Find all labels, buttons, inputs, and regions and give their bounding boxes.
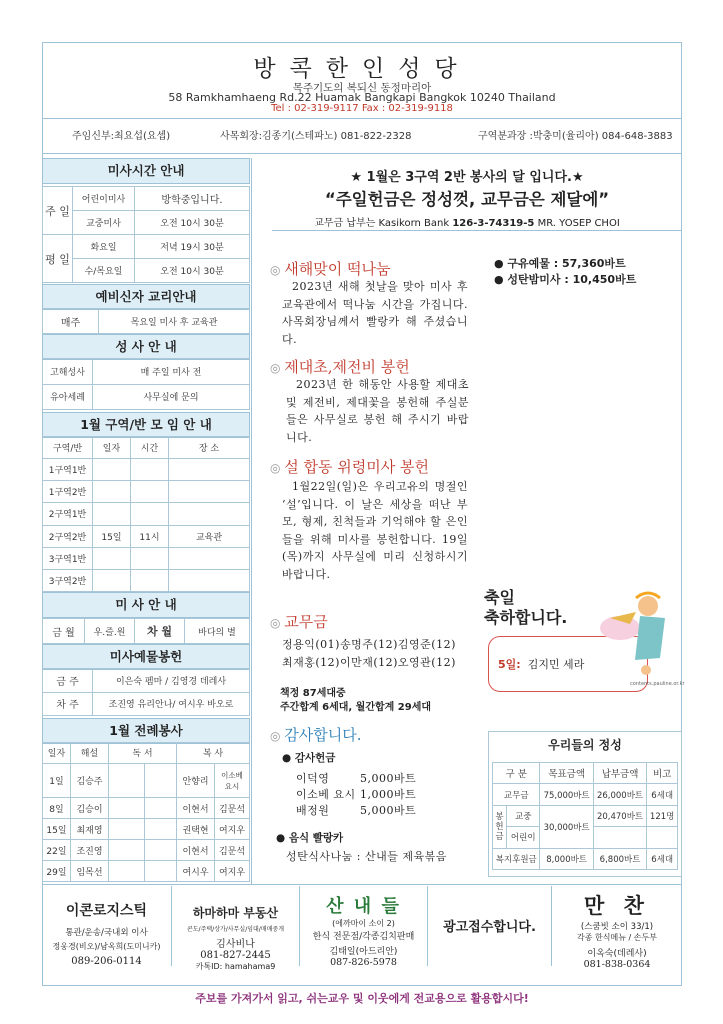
section-candles xyxy=(270,356,410,377)
ad-extra: 카톡ID: hamahama9 xyxy=(195,962,276,971)
meeting-header: 일자 xyxy=(93,437,131,459)
donor-amount: 5,000바트 xyxy=(360,772,417,785)
thanks-row xyxy=(296,770,416,788)
liturgy-header: 복 사 xyxy=(177,743,250,764)
offering-header: 납부금액 xyxy=(593,763,646,784)
food-text: 성탄식사나눔 : 산내들 제육볶음 xyxy=(286,850,447,863)
liturgy-header: 일자 xyxy=(43,743,71,764)
birthday-title-2: 축하합니다. xyxy=(484,608,568,627)
birthday-title-1: 축일 xyxy=(484,588,515,607)
section-thanks xyxy=(270,724,362,745)
dues-stat: 주간합계 6세대, 월간합계 29세대 xyxy=(280,702,432,713)
liturgy-server: 여시우 xyxy=(177,861,215,882)
ad-person: 한식 전문점/각종김치판매 xyxy=(312,932,415,942)
offering-header: 비고 xyxy=(647,763,678,784)
bank-prefix: 교무금 납부는 Kasikorn Bank xyxy=(314,218,450,229)
bullet-icon: ◎ xyxy=(270,361,285,375)
offering-target: 8,000바트 xyxy=(540,848,593,869)
section-text: 1월22일(일)은 우리고유의 명절인 ‘설’입니다. 이 날은 세상을 떠난 부모, 형제, 친척들과 기억해야 할 은인들을 위해 미사를 봉헌합니다. 19일(목)까지 사무실에 미리 신청하시기 바랍니다. xyxy=(282,480,468,581)
dues-line: 정용익(01)송명주(12)김영준(12) xyxy=(282,638,456,651)
next-month-label: 차 월 xyxy=(135,619,185,644)
offering-note: 121명 xyxy=(647,805,678,826)
birthday-name: 김지민 세라 xyxy=(527,658,585,671)
offering-row-label: 복지후원금 xyxy=(493,848,540,869)
liturgy-commentary: 김승이 xyxy=(71,798,109,819)
catechumen-title: 예비신자 교리안내 xyxy=(42,284,250,310)
section-title: 설 합동 위령미사 봉헌 xyxy=(284,458,430,476)
table-row xyxy=(43,525,250,547)
ad-name: 광고접수합니다. xyxy=(443,920,536,935)
table-row xyxy=(43,459,250,481)
offering-target: 75,000바트 xyxy=(540,784,593,805)
headline: “주일헌금은 정성껏, 교무금은 제달에” xyxy=(324,190,610,209)
liturgy-server: 김문석 xyxy=(215,840,250,861)
ad-realestate xyxy=(172,886,300,971)
ad-restaurant xyxy=(300,886,428,966)
ad-person: 각종 한식메뉴 / 손두부 xyxy=(577,933,657,942)
offering-note: 6세대 xyxy=(647,784,678,805)
mass-time: 오전 10시 30분 xyxy=(135,211,250,235)
offering-note: 6세대 xyxy=(647,848,678,869)
meeting-group: 2구역2반 xyxy=(43,525,93,547)
table-row xyxy=(43,503,250,525)
mass-time: 저녁 19시 30분 xyxy=(135,235,250,259)
bullet-icon: ◎ xyxy=(270,729,285,743)
food-subtitle: ● 음식 빨랑카 xyxy=(276,832,344,844)
catechumen-table xyxy=(42,308,250,334)
section-new-year xyxy=(270,258,391,279)
mass-name: 교중미사 xyxy=(73,211,135,235)
meeting-group: 1구역2반 xyxy=(43,481,93,503)
bullet-icon: ◎ xyxy=(270,461,285,475)
ad-extra: 김태일(아드리안) xyxy=(329,947,398,957)
offering-guide-title: 미사예물봉헌 xyxy=(42,644,250,670)
meeting-group: 2구역1반 xyxy=(43,503,93,525)
offering-header: 구 분 xyxy=(493,763,540,784)
liturgy-commentary: 조진영 xyxy=(71,840,109,861)
section-text: 2023년 한 해동안 사용할 제대초 및 제전비, 제대꽃을 봉헌해 주실분들은 사무실로 봉헌 해 주시기 바랍니다. xyxy=(286,378,469,444)
ad-open-slot xyxy=(428,886,552,966)
angel-icon xyxy=(590,588,680,678)
info-divider xyxy=(42,153,682,154)
ad-phone: 087-826-5978 xyxy=(330,957,397,968)
liturgy-date: 1일 xyxy=(43,763,71,797)
ad-icon-logistics xyxy=(42,886,172,966)
table-row xyxy=(43,763,250,797)
bullet-icon: ◎ xyxy=(270,263,285,277)
table-row xyxy=(43,547,250,569)
table-row xyxy=(43,840,250,861)
dues-line: 최재홍(12)이만재(12)오영관(12) xyxy=(282,656,456,669)
catechumen-value: 목요일 미사 후 교육관 xyxy=(99,309,250,334)
thanks-subtitle: ● 감사헌금 xyxy=(282,752,336,764)
offering-paid: 26,000바트 xyxy=(593,784,646,805)
mass-time: 방학중입니다. xyxy=(135,187,250,211)
thanks-row xyxy=(296,786,416,804)
meeting-table xyxy=(42,436,250,592)
section-memorial xyxy=(270,456,429,477)
bank-name: MR. YOSEP CHOI xyxy=(537,218,620,229)
table-row xyxy=(43,481,250,503)
main-divider xyxy=(272,230,682,231)
meeting-date: 15일 xyxy=(93,525,131,547)
meeting-group: 3구역2반 xyxy=(43,569,93,591)
meeting-place: 교육관 xyxy=(169,525,250,547)
offering-guide-table xyxy=(42,668,250,716)
ad-desc: 통관/운송/국내외 이사 xyxy=(65,928,148,938)
table-row xyxy=(43,798,250,819)
donor-amount: 5,000바트 xyxy=(360,804,417,817)
meeting-header: 시간 xyxy=(131,437,169,459)
council-info: 사목회장:김종기(스테파노) 081-822-2328 xyxy=(220,131,412,142)
donor-name: 배정원 xyxy=(296,804,330,817)
church-address: 58 Ramkhamhaeng Rd.22 Huamak Bangkapi Bangkok 10240 Thailand xyxy=(168,91,556,104)
sacrament-value: 사무실에 문의 xyxy=(93,384,250,410)
mass-time: 오전 10시 30분 xyxy=(135,259,250,283)
bank-account: 126-3-74319-5 xyxy=(452,218,535,229)
mass-guide-table xyxy=(42,618,250,644)
section-title: 감사합니다. xyxy=(284,726,362,744)
ad-phone: 081-827-2445 xyxy=(200,950,271,961)
section-title: 교무금 xyxy=(284,613,328,631)
sacrament-label: 유아세례 xyxy=(43,384,93,410)
ad-manchan xyxy=(552,886,682,970)
ad-name: 이콘로지스틱 xyxy=(65,903,148,919)
this-month-value: 우.즐.원 xyxy=(85,619,135,644)
ad-desc: 콘도/주택/상가/사무실/임대/매매중개 xyxy=(186,926,285,933)
liturgy-date: 22일 xyxy=(43,840,71,861)
mass-name: 화요일 xyxy=(73,235,135,259)
meeting-group: 1구역1반 xyxy=(43,459,93,481)
donor-amount: 1,000바트 xyxy=(360,788,417,801)
liturgy-date: 8일 xyxy=(43,798,71,819)
offering-paid: 6,800바트 xyxy=(593,848,646,869)
our-offering-table xyxy=(492,762,678,870)
church-subtitle: 목주기도의 복되신 동정마리아 xyxy=(292,82,432,94)
sacrament-label: 고해성사 xyxy=(43,359,93,385)
liturgy-commentary: 최재영 xyxy=(71,819,109,840)
liturgy-server: 이현서 xyxy=(177,840,215,861)
sacrament-value: 매 주일 미사 전 xyxy=(93,359,250,385)
table-row xyxy=(43,819,250,840)
liturgy-date: 29일 xyxy=(43,861,71,882)
mass-name: 수/목요일 xyxy=(73,259,135,283)
offering-row-label: 봉헌금 xyxy=(493,805,507,848)
weekday-label: 평 일 xyxy=(43,235,73,283)
ad-name: 만 찬 xyxy=(584,894,650,918)
sunday-label: 주 일 xyxy=(43,187,73,235)
ad-person: 정웅경(비오)/남옥희(도미니카) xyxy=(52,942,161,951)
liturgy-commentary: 임목선 xyxy=(71,861,109,882)
church-phone: Tel : 02-319-9117 Fax : 02-319-9118 xyxy=(271,103,453,114)
meeting-header: 구역/반 xyxy=(43,437,93,459)
header-divider xyxy=(42,118,682,119)
meeting-header: 장 소 xyxy=(169,437,250,459)
image-credit: contents.pauline.or.kr xyxy=(630,681,685,687)
section-title: 새해맞이 떡나눔 xyxy=(284,260,391,278)
our-offering-title: 우리들의 정성 xyxy=(548,738,622,752)
offering-sub-label: 교중 xyxy=(507,805,540,826)
ad-desc: (스쿰빗 소이 33/1) xyxy=(580,922,654,932)
mass-times-title: 미사시간 안내 xyxy=(42,158,250,184)
ad-desc: (에까마이 소이 2) xyxy=(332,919,395,928)
this-month-label: 금 월 xyxy=(43,619,85,644)
liturgy-server: 이현서 xyxy=(177,798,215,819)
meeting-title: 1월 구역/반 모 임 안 내 xyxy=(42,412,250,438)
offering-row-label: 교무금 xyxy=(493,784,540,805)
ad-phone: 081-838-0364 xyxy=(583,959,651,970)
liturgy-commentary: 김승주 xyxy=(71,763,109,797)
catechumen-label: 매주 xyxy=(43,309,99,334)
bullet-icon: ◎ xyxy=(270,616,285,630)
meeting-group: 3구역1반 xyxy=(43,547,93,569)
footer-message: 주보를 가져가서 읽고, 쉬는교우 및 이웃에게 전교용으로 활용합시다! xyxy=(195,992,529,1005)
sacrament-table xyxy=(42,358,250,410)
ad-phone: 089-206-0114 xyxy=(71,956,142,967)
liturgy-server: 김문석 xyxy=(215,798,250,819)
offering-label: 금 주 xyxy=(43,669,93,693)
liturgy-server: 여지우 xyxy=(215,819,250,840)
ads-divider xyxy=(42,884,682,885)
section-text: 2023년 새해 첫날을 맞아 미사 후 교육관에서 떡나눔 시간을 가집니다. 사목회장님께서 빨랑카 해 주셨습니다. xyxy=(282,280,468,346)
liturgy-header: 해설 xyxy=(71,743,109,764)
offering-value: 조진영 유리안나/ 여시우 바오로 xyxy=(93,692,250,716)
mass-guide-title: 미 사 안 내 xyxy=(42,592,250,618)
liturgy-table xyxy=(42,742,250,882)
donor-name: 이덕영 xyxy=(296,772,330,785)
fund-item: ● 성탄밤미사 : 10,450바트 xyxy=(494,273,637,286)
liturgy-title: 1월 전례봉사 xyxy=(42,718,250,744)
table-row xyxy=(43,569,250,591)
fund-item: ● 구유예물 : 57,360바트 xyxy=(494,257,626,270)
table-row xyxy=(43,861,250,882)
dues-total: 책정 87세대중 xyxy=(280,688,346,699)
section-dues xyxy=(270,611,328,632)
district-info: 구역분과장 :박충미(율리아) 084-648-3883 xyxy=(478,131,673,142)
liturgy-server: 권택현 xyxy=(177,819,215,840)
priest-info: 주임신부:최요섭(요셉) xyxy=(72,131,171,142)
offering-value: 이은숙 펨마 / 김영경 데레사 xyxy=(93,669,250,693)
next-month-value: 바다의 별 xyxy=(185,619,250,644)
offering-sub-label: 어린이 xyxy=(507,827,540,848)
liturgy-date: 15일 xyxy=(43,819,71,840)
month-banner: ★ 1월은 3구역 2반 봉사의 달 입니다.★ xyxy=(350,170,584,185)
liturgy-server: 여지우 xyxy=(215,861,250,882)
offering-paid: 20,470바트 xyxy=(593,805,646,826)
offering-label: 차 주 xyxy=(43,692,93,716)
thanks-row xyxy=(296,802,416,820)
ad-name: 산 내 들 xyxy=(326,896,401,917)
liturgy-header: 독 서 xyxy=(109,743,177,764)
offering-target: 30,000바트 xyxy=(540,805,593,848)
meeting-time: 11시 xyxy=(131,525,169,547)
church-title: 방콕한인성당 xyxy=(253,56,471,82)
section-title: 제대초,제전비 봉헌 xyxy=(284,358,410,376)
donor-name: 이소베 요시 xyxy=(296,788,356,801)
ad-name: 하마하마 부동산 xyxy=(192,906,279,920)
liturgy-server: 이소베 요시 xyxy=(215,763,250,797)
birthday-entry xyxy=(498,656,584,672)
ad-person: 김사비나 xyxy=(216,939,255,950)
mass-name: 어린이미사 xyxy=(73,187,135,211)
mass-times-table xyxy=(42,186,250,283)
ad-extra: 이옥숙(데레사) xyxy=(587,949,647,959)
liturgy-server: 안향리 xyxy=(177,763,215,797)
birthday-date: 5일: xyxy=(498,658,521,671)
bank-info xyxy=(252,214,682,229)
offering-header: 목표금액 xyxy=(540,763,593,784)
sacrament-title: 성 사 안 내 xyxy=(42,334,250,360)
